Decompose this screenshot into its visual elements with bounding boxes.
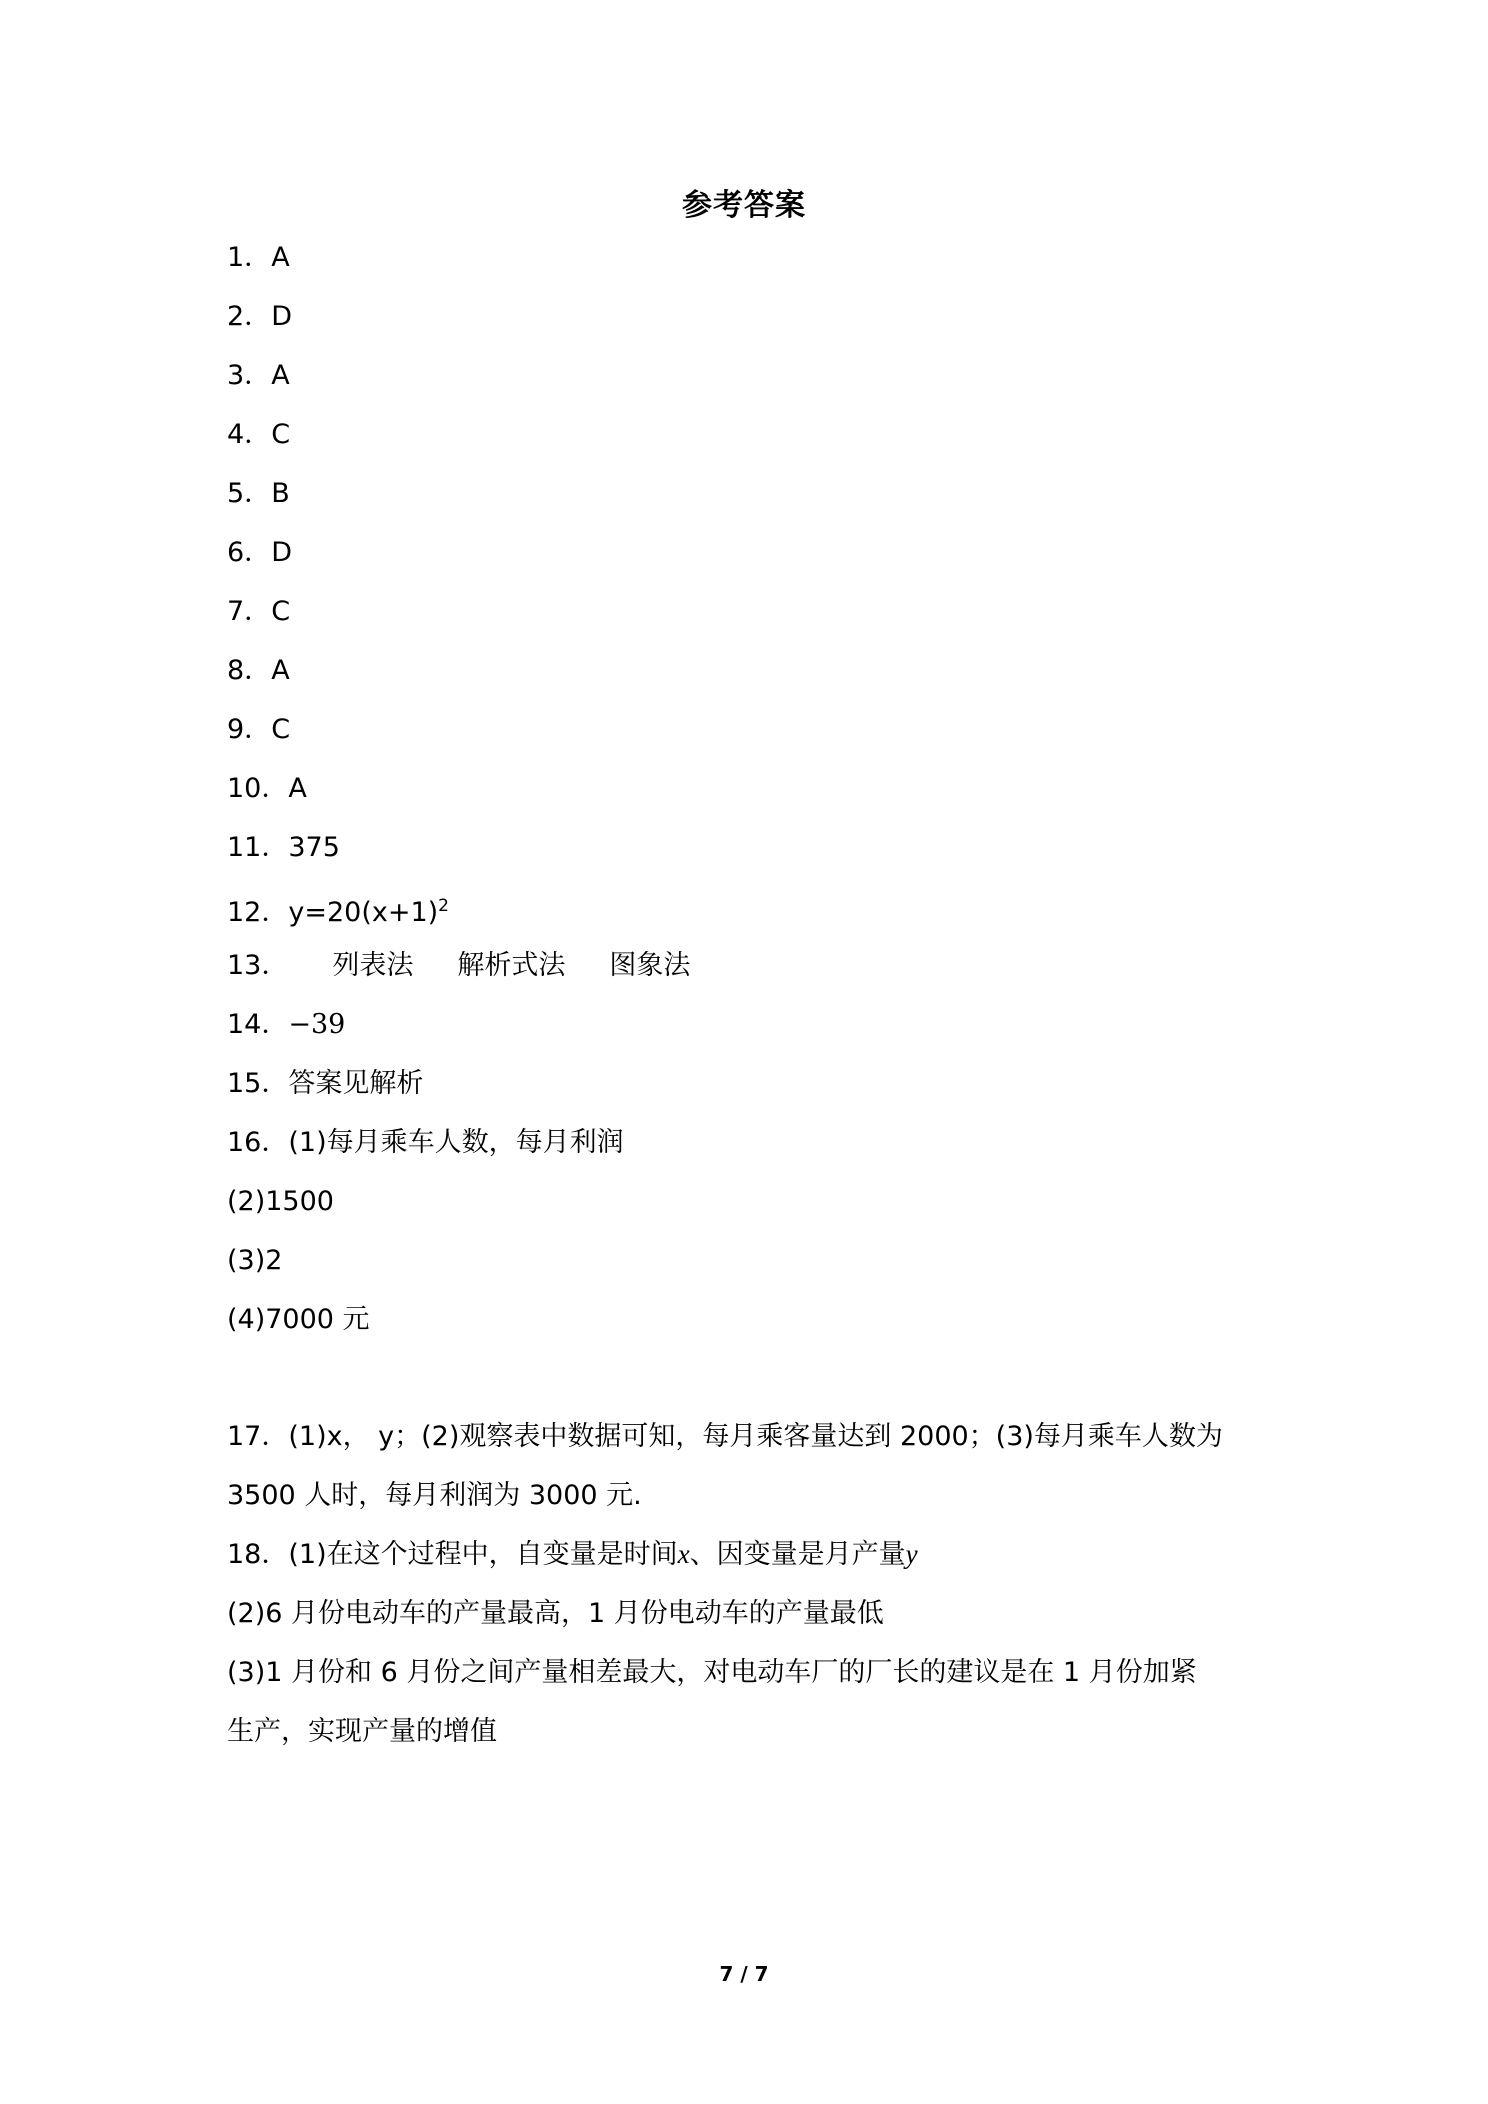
answer-number: 6． bbox=[227, 537, 272, 568]
answer-text: y=20(x+1) bbox=[288, 897, 439, 928]
answer-3 bbox=[227, 346, 1277, 405]
answer-number: 12． bbox=[227, 897, 289, 928]
answer-2 bbox=[227, 287, 1277, 346]
answer-8 bbox=[227, 641, 1277, 700]
answer-18-part-3: (3)1 月份和 6 月份之间产量相差最大，对电动车厂的厂长的建议是在 1 月份加紧 bbox=[227, 1657, 1197, 1688]
answer-9 bbox=[227, 700, 1277, 759]
answer-15 bbox=[227, 1054, 1277, 1113]
answer-text: D bbox=[271, 301, 292, 332]
answer-text: A bbox=[288, 773, 307, 804]
answer-text: −39 bbox=[288, 1009, 346, 1040]
answer-5 bbox=[227, 464, 1277, 523]
answer-text: (1)每月乘车人数，每月利润 bbox=[288, 1127, 624, 1158]
answer-18-part-3-cont: 生产，实现产量的增值 bbox=[227, 1716, 497, 1747]
answer-number: 13． bbox=[227, 950, 289, 981]
answer-16 bbox=[227, 1113, 1277, 1172]
answer-text: C bbox=[271, 714, 291, 745]
answer-text: D bbox=[271, 537, 292, 568]
answer-number: 18． bbox=[227, 1539, 289, 1570]
variable-x: x bbox=[677, 1539, 690, 1569]
answer-17 bbox=[227, 1407, 1277, 1466]
answer-number: 14． bbox=[227, 1009, 289, 1040]
answer-17-cont: 3500 人时，每月利润为 3000 元. bbox=[227, 1480, 642, 1511]
answer-16-part-2: (2)1500 bbox=[227, 1186, 334, 1217]
answer-number: 4． bbox=[227, 419, 272, 450]
answer-1 bbox=[227, 228, 1277, 287]
answer-number: 2． bbox=[227, 301, 272, 332]
answer-text: (1)在这个过程中，自变量是时间 bbox=[288, 1539, 678, 1570]
answer-number: 3． bbox=[227, 360, 272, 391]
answer-16-part-3: (3)2 bbox=[227, 1245, 283, 1276]
answer-part: 图象法 bbox=[609, 950, 691, 981]
answer-number: 11． bbox=[227, 832, 289, 863]
superscript: 2 bbox=[438, 896, 449, 916]
answer-number: 9． bbox=[227, 714, 272, 745]
answer-part: 解析式法 bbox=[457, 950, 566, 981]
answer-text: A bbox=[271, 655, 290, 686]
answer-4 bbox=[227, 405, 1277, 464]
answer-text: A bbox=[271, 242, 290, 273]
answer-text: (1)x， y；(2)观察表中数据可知，每月乘客量达到 2000；(3)每月乘车人数为 bbox=[288, 1421, 1223, 1452]
answer-6 bbox=[227, 523, 1277, 582]
answer-part: 列表法 bbox=[332, 950, 414, 981]
answer-14 bbox=[227, 995, 1277, 1054]
answer-11 bbox=[227, 818, 1277, 877]
answer-text: C bbox=[271, 596, 291, 627]
answer-number: 1． bbox=[227, 242, 272, 273]
answer-text: 、因变量是月产量 bbox=[689, 1539, 906, 1570]
answer-text: A bbox=[271, 360, 290, 391]
answer-number: 10． bbox=[227, 773, 289, 804]
answer-text: C bbox=[271, 419, 291, 450]
answer-text: B bbox=[271, 478, 290, 509]
page-title: 参考答案 bbox=[682, 188, 806, 223]
answer-7 bbox=[227, 582, 1277, 641]
answer-list bbox=[227, 228, 1277, 1761]
page-number: 7 / 7 bbox=[719, 1962, 769, 1986]
answer-13 bbox=[227, 936, 1277, 995]
answer-number: 8． bbox=[227, 655, 272, 686]
answer-number: 16． bbox=[227, 1127, 289, 1158]
answer-number: 5． bbox=[227, 478, 272, 509]
variable-y: y bbox=[905, 1539, 918, 1569]
answer-text: 375 bbox=[288, 832, 340, 863]
answer-text: 答案见解析 bbox=[288, 1068, 424, 1099]
answer-18 bbox=[227, 1525, 1277, 1584]
answer-12 bbox=[227, 877, 1277, 936]
answer-number: 17． bbox=[227, 1421, 289, 1452]
answer-number: 15． bbox=[227, 1068, 289, 1099]
answer-number: 7． bbox=[227, 596, 272, 627]
answer-10 bbox=[227, 759, 1277, 818]
answer-18-part-2: (2)6 月份电动车的产量最高，1 月份电动车的产量最低 bbox=[227, 1598, 884, 1629]
answer-16-part-4: (4)7000 元 bbox=[227, 1304, 370, 1335]
